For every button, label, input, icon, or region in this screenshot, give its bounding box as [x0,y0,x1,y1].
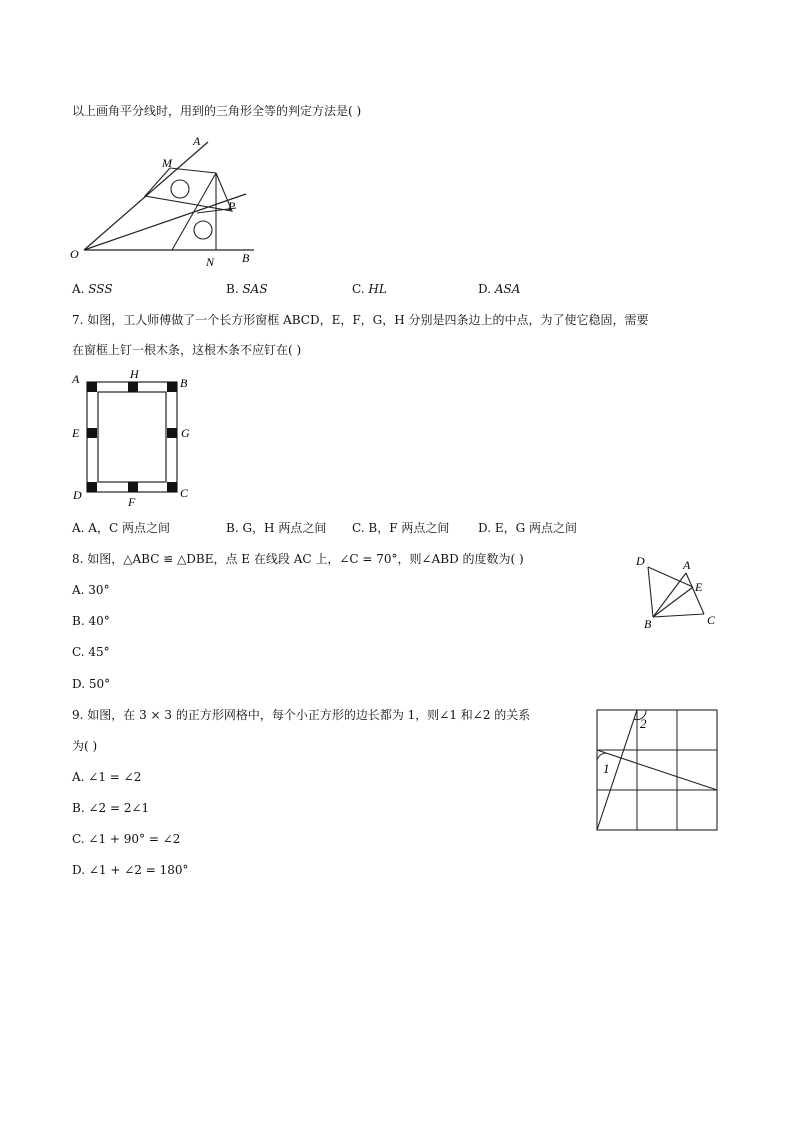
q8-label-C: C [707,613,716,627]
q9-option-a: A. ∠1 = ∠2 [72,770,142,784]
q6-stem: 以上画角平分线时，用到的三角形全等的判定方法是( ) [72,104,362,118]
q8-label-B: B [644,617,652,631]
q7-stem-line2: 在窗框上钉一根木条，这根木条不应钉在( ) [72,343,302,357]
q7-stem-line1: 7. 如图，工人师傅做了一个长方形窗框 ABCD，E，F，G，H 分别是四条边上的中点，为了使它稳固，需要 [72,313,649,327]
q6-label-B: B [242,251,250,265]
q7-label-C: C [180,486,189,500]
q6-option-d: D. ASA [478,282,521,296]
q7-label-A: A [72,372,80,386]
q8-option-b: B. 40° [72,614,110,628]
q8-stem: 8. 如图，△ABC ≌ △DBE，点 E 在线段 AC 上，∠C = 70°，则∠ABD 的度数为( ) [72,552,524,566]
q6-option-b: B. SAS [226,282,268,296]
q8-label-E: E [695,580,703,594]
q9-angle-2-label: 2 [640,716,647,731]
q7-label-D: D [73,488,82,502]
q8-figure [630,548,725,634]
q9-angle-1-label: 1 [603,761,610,776]
q6-option-a: A. SSS [72,282,113,296]
q7-option-d: D. E，G 两点之间 [478,521,577,535]
q6-label-M: M [162,156,172,170]
q8-label-A: A [683,558,691,572]
q7-option-b: B. G，H 两点之间 [226,521,327,535]
q6-option-c: C. HL [352,282,387,296]
q9-option-d: D. ∠1 + ∠2 = 180° [72,863,189,877]
q9-stem-line2: 为( ) [72,739,98,753]
q7-label-F: F [128,495,136,509]
q8-option-c: C. 45° [72,645,110,659]
q9-stem-line1: 9. 如图，在 3 × 3 的正方形网格中，每个小正方形的边长都为 1，则∠1 和∠2 的关系 [72,708,531,722]
q9-option-c: C. ∠1 + 90° = ∠2 [72,832,181,846]
q7-figure [64,362,204,512]
q7-label-H: H [130,367,139,381]
q8-label-D: D [636,554,645,568]
q7-option-c: C. B，F 两点之间 [352,521,450,535]
q6-label-A: A [193,134,201,148]
q7-label-B: B [180,376,188,390]
q7-option-a: A. A，C 两点之间 [72,521,170,535]
q6-label-O: O [70,247,79,261]
q9-option-b: B. ∠2 = 2∠1 [72,801,150,815]
q6-label-N: N [206,255,215,269]
q8-option-d: D. 50° [72,677,111,691]
q8-option-a: A. 30° [72,583,110,597]
q6-figure [64,130,264,270]
q6-label-P: P [228,199,236,213]
q7-label-E: E [72,426,80,440]
q9-figure [592,705,722,835]
q7-label-G: G [181,426,190,440]
